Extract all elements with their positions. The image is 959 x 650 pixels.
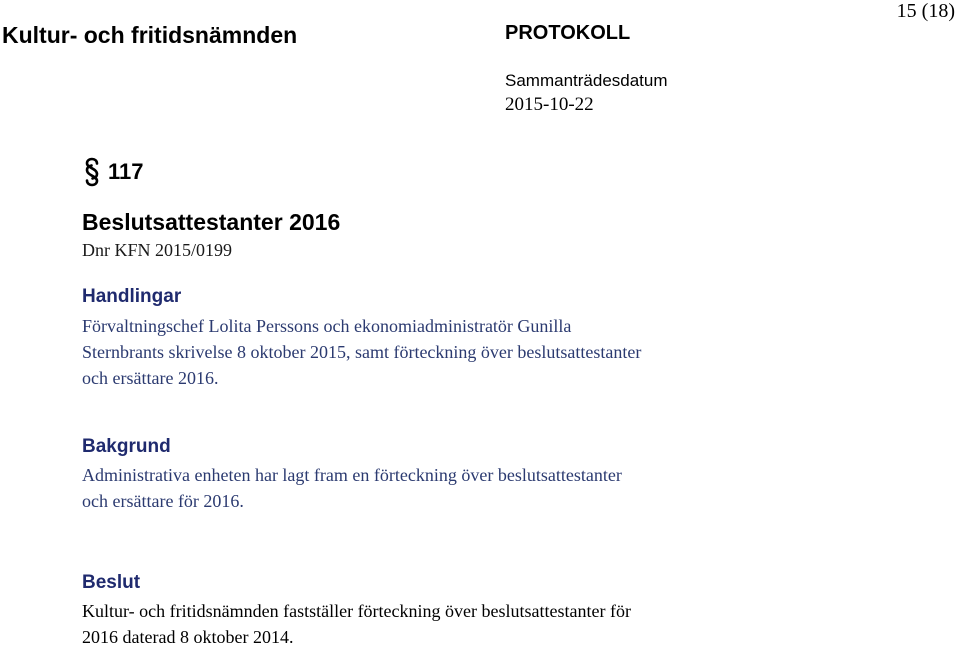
org-name: Kultur- och fritidsnämnden (2, 22, 298, 48)
heading-bakgrund: Bakgrund (82, 436, 171, 457)
meeting-date: 2015-10-22 (505, 94, 594, 115)
diary-number: Dnr KFN 2015/0199 (82, 240, 233, 260)
heading-handlingar: Handlingar (82, 286, 182, 307)
beslut-text: Kultur- och fritidsnämnden fastställer förteckning över beslutsattestanter för 2016 daterad 8 oktober 2014. (82, 601, 631, 647)
document-type: PROTOKOLL (505, 22, 631, 44)
page-number: 15 (18) (896, 0, 955, 22)
heading-beslut: Beslut (82, 572, 141, 593)
bakgrund-text: Administrativa enheten har lagt fram en förteckning över beslutsattestanter och ersättare för 2016. (82, 465, 622, 511)
section-sign-icon (82, 157, 102, 187)
page-title: Beslutsattestanter 2016 (82, 209, 341, 235)
handlingar-text: Förvaltningschef Lolita Perssons och ekonomiadministratör Gunilla Sternbrants skrivelse 8 oktober 2015, samt förteckning över beslutsattestanter och ersättare 2016. (82, 316, 642, 388)
section-number: 117 (108, 159, 144, 184)
meeting-date-label: Sammanträdesdatum (505, 71, 668, 90)
